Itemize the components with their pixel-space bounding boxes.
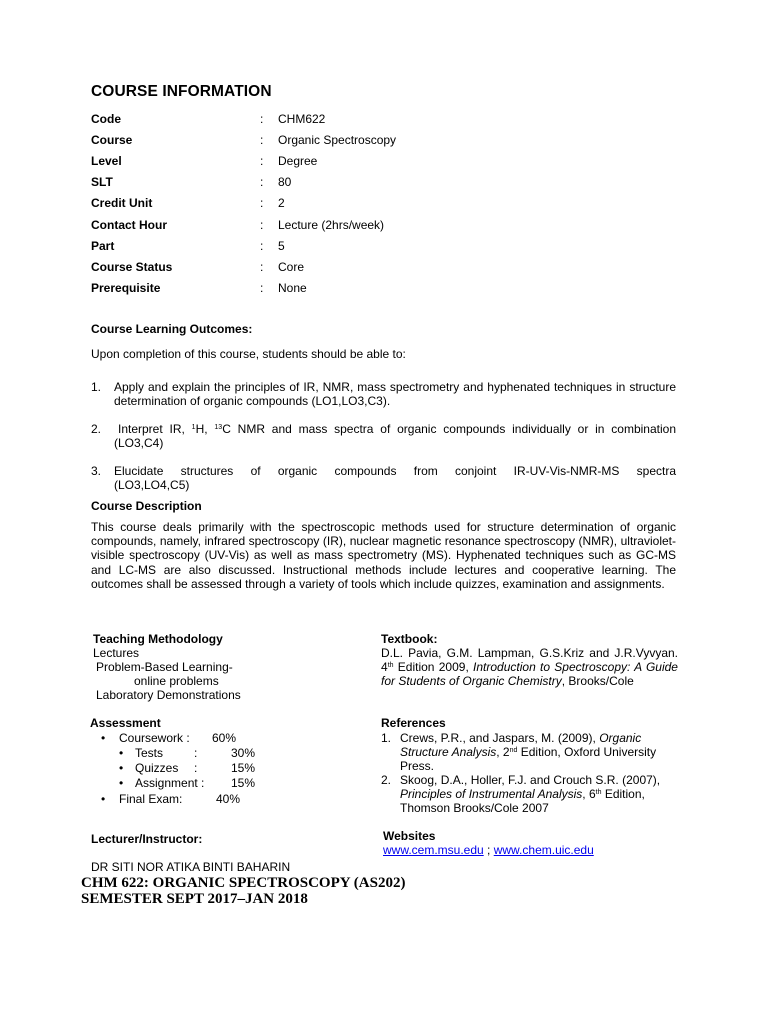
info-value: Lecture (2hrs/week) [278, 218, 385, 232]
reference-edition: , 6 [582, 787, 596, 802]
websites-heading: Websites [383, 829, 436, 843]
reference-authors: Crews, P.R., and Jaspars, M. (2009), [400, 731, 600, 745]
textbook-publisher: , Brooks/Cole [561, 674, 634, 689]
reference-authors: Skoog, D.A., Holler, F.J. and Crouch S.R. (2007), [400, 773, 661, 787]
bullet-icon: • [119, 746, 124, 760]
info-colon: : [260, 281, 264, 295]
quizzes-value: 15% [231, 761, 256, 775]
outcome-number: 2. [91, 422, 102, 436]
info-value: Organic Spectroscopy [278, 133, 397, 147]
footer-semester: SEMESTER SEPT 2017–JAN 2018 [81, 891, 308, 907]
assessment-heading: Assessment [90, 716, 161, 730]
tests-value: 30% [231, 746, 256, 760]
bullet-icon: • [119, 761, 124, 775]
outcome-number: 3. [91, 464, 102, 478]
websites-separator: ; [483, 843, 494, 857]
textbook-entry [381, 646, 678, 689]
outcome-item-2 [91, 422, 676, 450]
info-colon: : [260, 154, 264, 168]
course-description-text: This course deals primarily with the spectroscopic methods used for structure determination of organic compounds, namely, infrared spectroscopy (IR), nuclear magnetic resonance spectroscopy (NMR), ultraviolet-visible spectroscopy (UV-Vis) as well as mass spectrometry (MS). Hyphenated techniques such as GC-MS and LC-MS are also discussed. Instructional methods include lectures and cooperative learning. The outcomes shall be assessed through a variety of tools which include quizzes, examination and assignments. [91, 520, 676, 591]
references-heading: References [381, 716, 446, 730]
info-label: Credit Unit [91, 196, 153, 210]
lecturer-name: DR SITI NOR ATIKA BINTI BAHARIN [91, 860, 291, 874]
outcome-text-line2: (LO3,LO4,C5) [114, 478, 190, 493]
outcome-sup-1: 1 [191, 424, 196, 431]
reference-item-1 [381, 731, 678, 774]
learning-outcomes-intro: Upon completion of this course, students should be able to: [91, 347, 406, 361]
reference-edition-sup: nd [509, 747, 518, 755]
reference-edition: , 2 [496, 745, 510, 760]
reference-text [400, 731, 678, 774]
course-information-heading: COURSE INFORMATION [91, 83, 272, 100]
assignment-value: 15% [231, 776, 256, 790]
info-value: 5 [278, 239, 285, 253]
info-label: Level [91, 154, 122, 168]
outcome-text [114, 422, 676, 450]
info-row-slt [91, 175, 511, 191]
coursework-label: Coursework : [119, 731, 190, 745]
info-colon: : [260, 260, 264, 274]
website-link-msu[interactable]: www.cem.msu.edu [383, 843, 484, 857]
info-label: Contact Hour [91, 218, 167, 232]
info-row-contact-hour [91, 218, 511, 234]
info-row-code [91, 112, 511, 128]
info-colon: : [260, 133, 264, 147]
info-row-prerequisite [91, 281, 511, 297]
teaching-methodology-heading: Teaching Methodology [93, 632, 223, 646]
info-colon: : [260, 239, 264, 253]
info-colon: : [260, 196, 264, 210]
footer-course-title: CHM 622: ORGANIC SPECTROSCOPY (AS202) [81, 875, 406, 891]
textbook-authors: D.L. Pavia, G.M. Lampman, G.S.Kriz and J.R.Vyvyan. 4 [381, 646, 678, 675]
tests-label: Tests [135, 746, 164, 760]
outcome-text-a: Interpret IR, [118, 422, 192, 436]
teaching-item: online problems [134, 674, 219, 688]
reference-text [400, 773, 678, 816]
textbook-edition: Edition 2009, [393, 660, 474, 675]
quizzes-label: Quizzes [135, 761, 179, 775]
outcome-item-3 [91, 464, 676, 492]
outcome-sup-13: 13 [214, 424, 223, 431]
info-label: Course [91, 133, 133, 147]
coursework-value: 60% [212, 731, 237, 745]
quizzes-sep: : [194, 761, 198, 775]
info-label: Prerequisite [91, 281, 161, 295]
reference-publisher: Edition, Thomson Brooks/Cole 2007 [400, 787, 645, 816]
info-value: CHM622 [278, 112, 326, 126]
info-row-course-status [91, 260, 511, 276]
info-colon: : [260, 112, 264, 126]
teaching-item: Lectures [93, 646, 140, 660]
info-row-credit-unit [91, 196, 511, 212]
info-row-course [91, 133, 511, 149]
outcome-number: 1. [91, 380, 102, 394]
outcome-text-b: H, [195, 422, 215, 436]
reference-number: 2. [381, 773, 392, 787]
reference-title: Principles of Instrumental Analysis [400, 787, 583, 802]
outcome-item-1 [91, 380, 676, 408]
course-description-heading: Course Description [91, 499, 202, 513]
outcome-text-line1: Elucidate structures of organic compounds from conjoint IR-UV-Vis-NMR-MS spectra [114, 464, 676, 478]
final-exam-label: Final Exam: [119, 792, 183, 806]
reference-title: Organic Structure Analysis [400, 731, 642, 760]
info-row-part [91, 239, 511, 255]
info-label: Course Status [91, 260, 173, 274]
assignment-label: Assignment : [135, 776, 205, 790]
info-value: Degree [278, 154, 318, 168]
info-colon: : [260, 175, 264, 189]
textbook-title: Introduction to Spectroscopy: A Guide for Students of Organic Chemistry [381, 660, 678, 689]
info-label: SLT [91, 175, 113, 189]
reference-edition-sup: th [595, 789, 602, 797]
learning-outcomes-heading: Course Learning Outcomes: [91, 322, 253, 336]
info-value: Core [278, 260, 305, 274]
outcome-text: Apply and explain the principles of IR, NMR, mass spectrometry and hyphenated techniques in structure determination of organic compounds (LO1,LO3,C3). [114, 380, 676, 409]
tests-sep: : [194, 746, 198, 760]
info-colon: : [260, 218, 264, 232]
info-label: Part [91, 239, 115, 253]
info-row-level [91, 154, 511, 170]
teaching-item: Problem-Based Learning- [96, 660, 233, 674]
bullet-icon: • [119, 776, 124, 790]
textbook-heading: Textbook: [381, 632, 438, 646]
bullet-icon: • [101, 731, 106, 745]
info-value: None [278, 281, 307, 295]
outcome-text-c: C NMR and mass spectra of organic compounds individually or in combination (LO3,C4) [114, 422, 676, 451]
final-exam-value: 40% [216, 792, 241, 806]
bullet-icon: • [101, 792, 106, 806]
info-value: 2 [278, 196, 285, 210]
website-link-uic[interactable]: www.chem.uic.edu [493, 843, 594, 857]
reference-publisher: Edition, Oxford University Press. [400, 745, 657, 774]
websites-links [383, 843, 594, 857]
lecturer-heading: Lecturer/Instructor: [91, 832, 203, 846]
reference-item-2 [381, 773, 678, 816]
info-label: Code [91, 112, 121, 126]
reference-number: 1. [381, 731, 392, 745]
info-value: 80 [278, 175, 292, 189]
teaching-item: Laboratory Demonstrations [96, 688, 241, 702]
textbook-edition-sup: th [387, 662, 394, 670]
